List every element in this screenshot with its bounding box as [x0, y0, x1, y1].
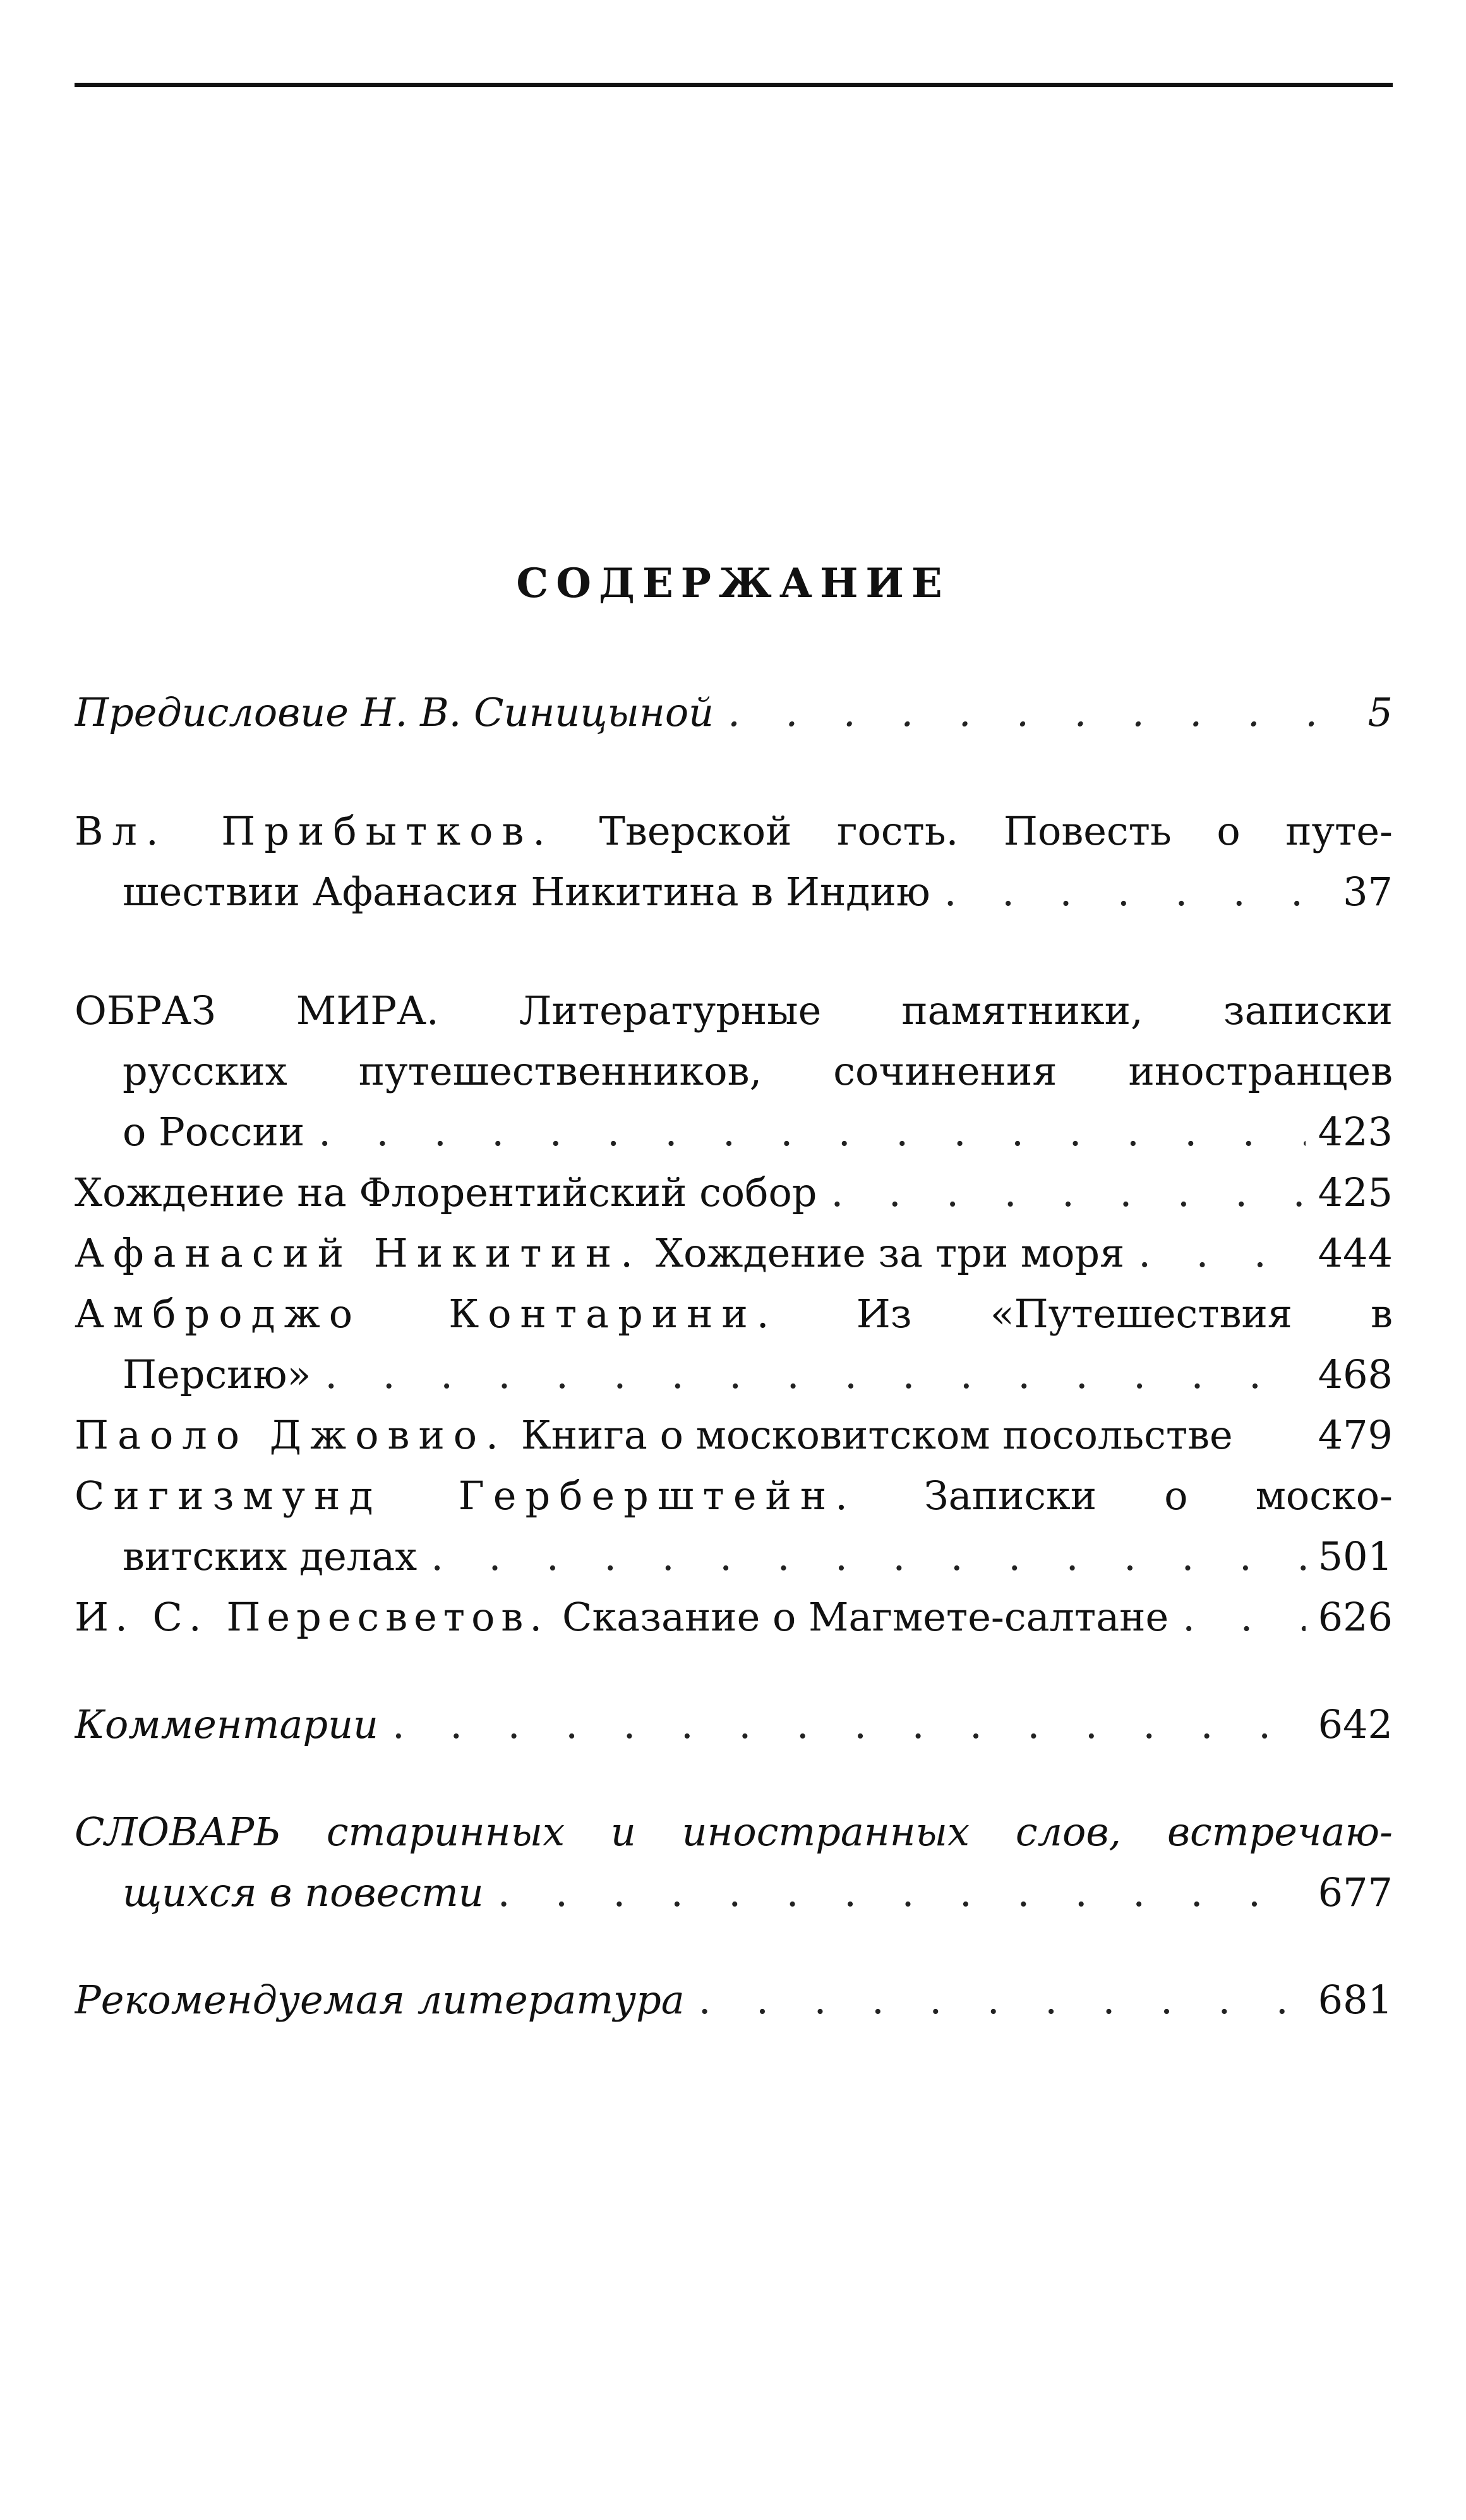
dot-leader	[699, 1970, 1306, 2030]
entry-title: Сказание о Магмете-салтане	[562, 1594, 1169, 1640]
page-number: 468	[1318, 1351, 1393, 1397]
entry-title: Книга о московитском посольстве	[520, 1412, 1233, 1458]
entry-title-continued: о России	[123, 1109, 305, 1155]
dot-leader	[831, 1162, 1305, 1223]
entry-title: Из «Путешествия в	[856, 1291, 1393, 1337]
entry-title-continued: Персию»	[123, 1351, 311, 1397]
dot-leader	[728, 682, 1317, 743]
entry-title: Предисловие Н. В. Синицыной	[75, 689, 714, 735]
page-number: 681	[1318, 1977, 1393, 2023]
toc-entry-literature[interactable]	[75, 1970, 1393, 2030]
dot-leader	[392, 1694, 1306, 1755]
page-title: СОДЕРЖАНИЕ	[516, 560, 950, 607]
entry-title: СЛОВАРЬ старинных и иностранных слов, встречаю-	[75, 1809, 1393, 1855]
toc-entry-obraz-mira[interactable]	[75, 980, 1393, 1162]
entry-title: Хождение на Флорентийский собор	[75, 1169, 817, 1215]
page-number: 5	[1367, 689, 1393, 735]
entry-author: Афанасий Никитин.	[75, 1230, 642, 1276]
entry-author: Сигизмунд Герберштейн.	[75, 1473, 856, 1519]
entry-author: Амброджо Контарини.	[75, 1291, 778, 1337]
toc-entry-commentary[interactable]	[75, 1694, 1393, 1755]
toc-entry-dictionary[interactable]	[75, 1802, 1393, 1923]
toc-entry-nikitin[interactable]	[75, 1223, 1393, 1284]
toc-entry-florence[interactable]	[75, 1162, 1393, 1223]
dot-leader	[498, 1862, 1306, 1923]
entry-author: Вл. Прибытков.	[75, 808, 555, 854]
page-number: 642	[1318, 1701, 1393, 1747]
toc-entry-preface[interactable]	[75, 682, 1393, 743]
entry-title: Рекомендуемая литература	[75, 1977, 685, 2023]
toc-entry-giovio[interactable]	[75, 1405, 1393, 1466]
page-number: 425	[1318, 1169, 1393, 1215]
dot-leader	[318, 1102, 1305, 1162]
top-rule	[75, 83, 1393, 87]
toc-entry-tver-guest[interactable]	[75, 801, 1393, 922]
page-number: 626	[1318, 1594, 1393, 1640]
dot-leader	[431, 1526, 1305, 1587]
page-number: 423	[1318, 1109, 1393, 1155]
page-number: 501	[1318, 1533, 1393, 1579]
table-of-contents	[75, 682, 1393, 2030]
entry-title: Тверской гость. Повесть о путе-	[599, 808, 1393, 854]
page-number: 479	[1318, 1412, 1393, 1458]
toc-entry-contarini[interactable]	[75, 1284, 1393, 1405]
entry-title: Комментарии	[75, 1701, 378, 1747]
toc-entry-peresvetov[interactable]	[75, 1587, 1393, 1648]
entry-title-continued: щихся в повести	[123, 1869, 484, 1915]
entry-title: ОБРАЗ МИРА. Литературные памятники, записки	[75, 987, 1393, 1034]
entry-title-continued: русских путешественников, сочинения иностранцев	[123, 1048, 1393, 1094]
dot-leader	[325, 1344, 1305, 1405]
dot-leader	[1138, 1223, 1305, 1284]
entry-title-continued: витских делах	[123, 1533, 418, 1579]
entry-title: Записки о моско-	[924, 1473, 1393, 1519]
entry-author: И. С. Пересветов.	[75, 1594, 549, 1640]
entry-author: Паоло Джовио.	[75, 1412, 507, 1458]
entry-title-continued: шествии Афанасия Никитина в Индию	[123, 869, 930, 915]
dot-leader	[944, 862, 1317, 922]
dot-leader	[1182, 1587, 1305, 1648]
page-number: 37	[1343, 869, 1393, 915]
page-number: 444	[1318, 1230, 1393, 1276]
entry-title: Хождение за три моря	[655, 1230, 1125, 1276]
page-number: 677	[1318, 1869, 1393, 1915]
toc-entry-herberstein[interactable]	[75, 1466, 1393, 1587]
